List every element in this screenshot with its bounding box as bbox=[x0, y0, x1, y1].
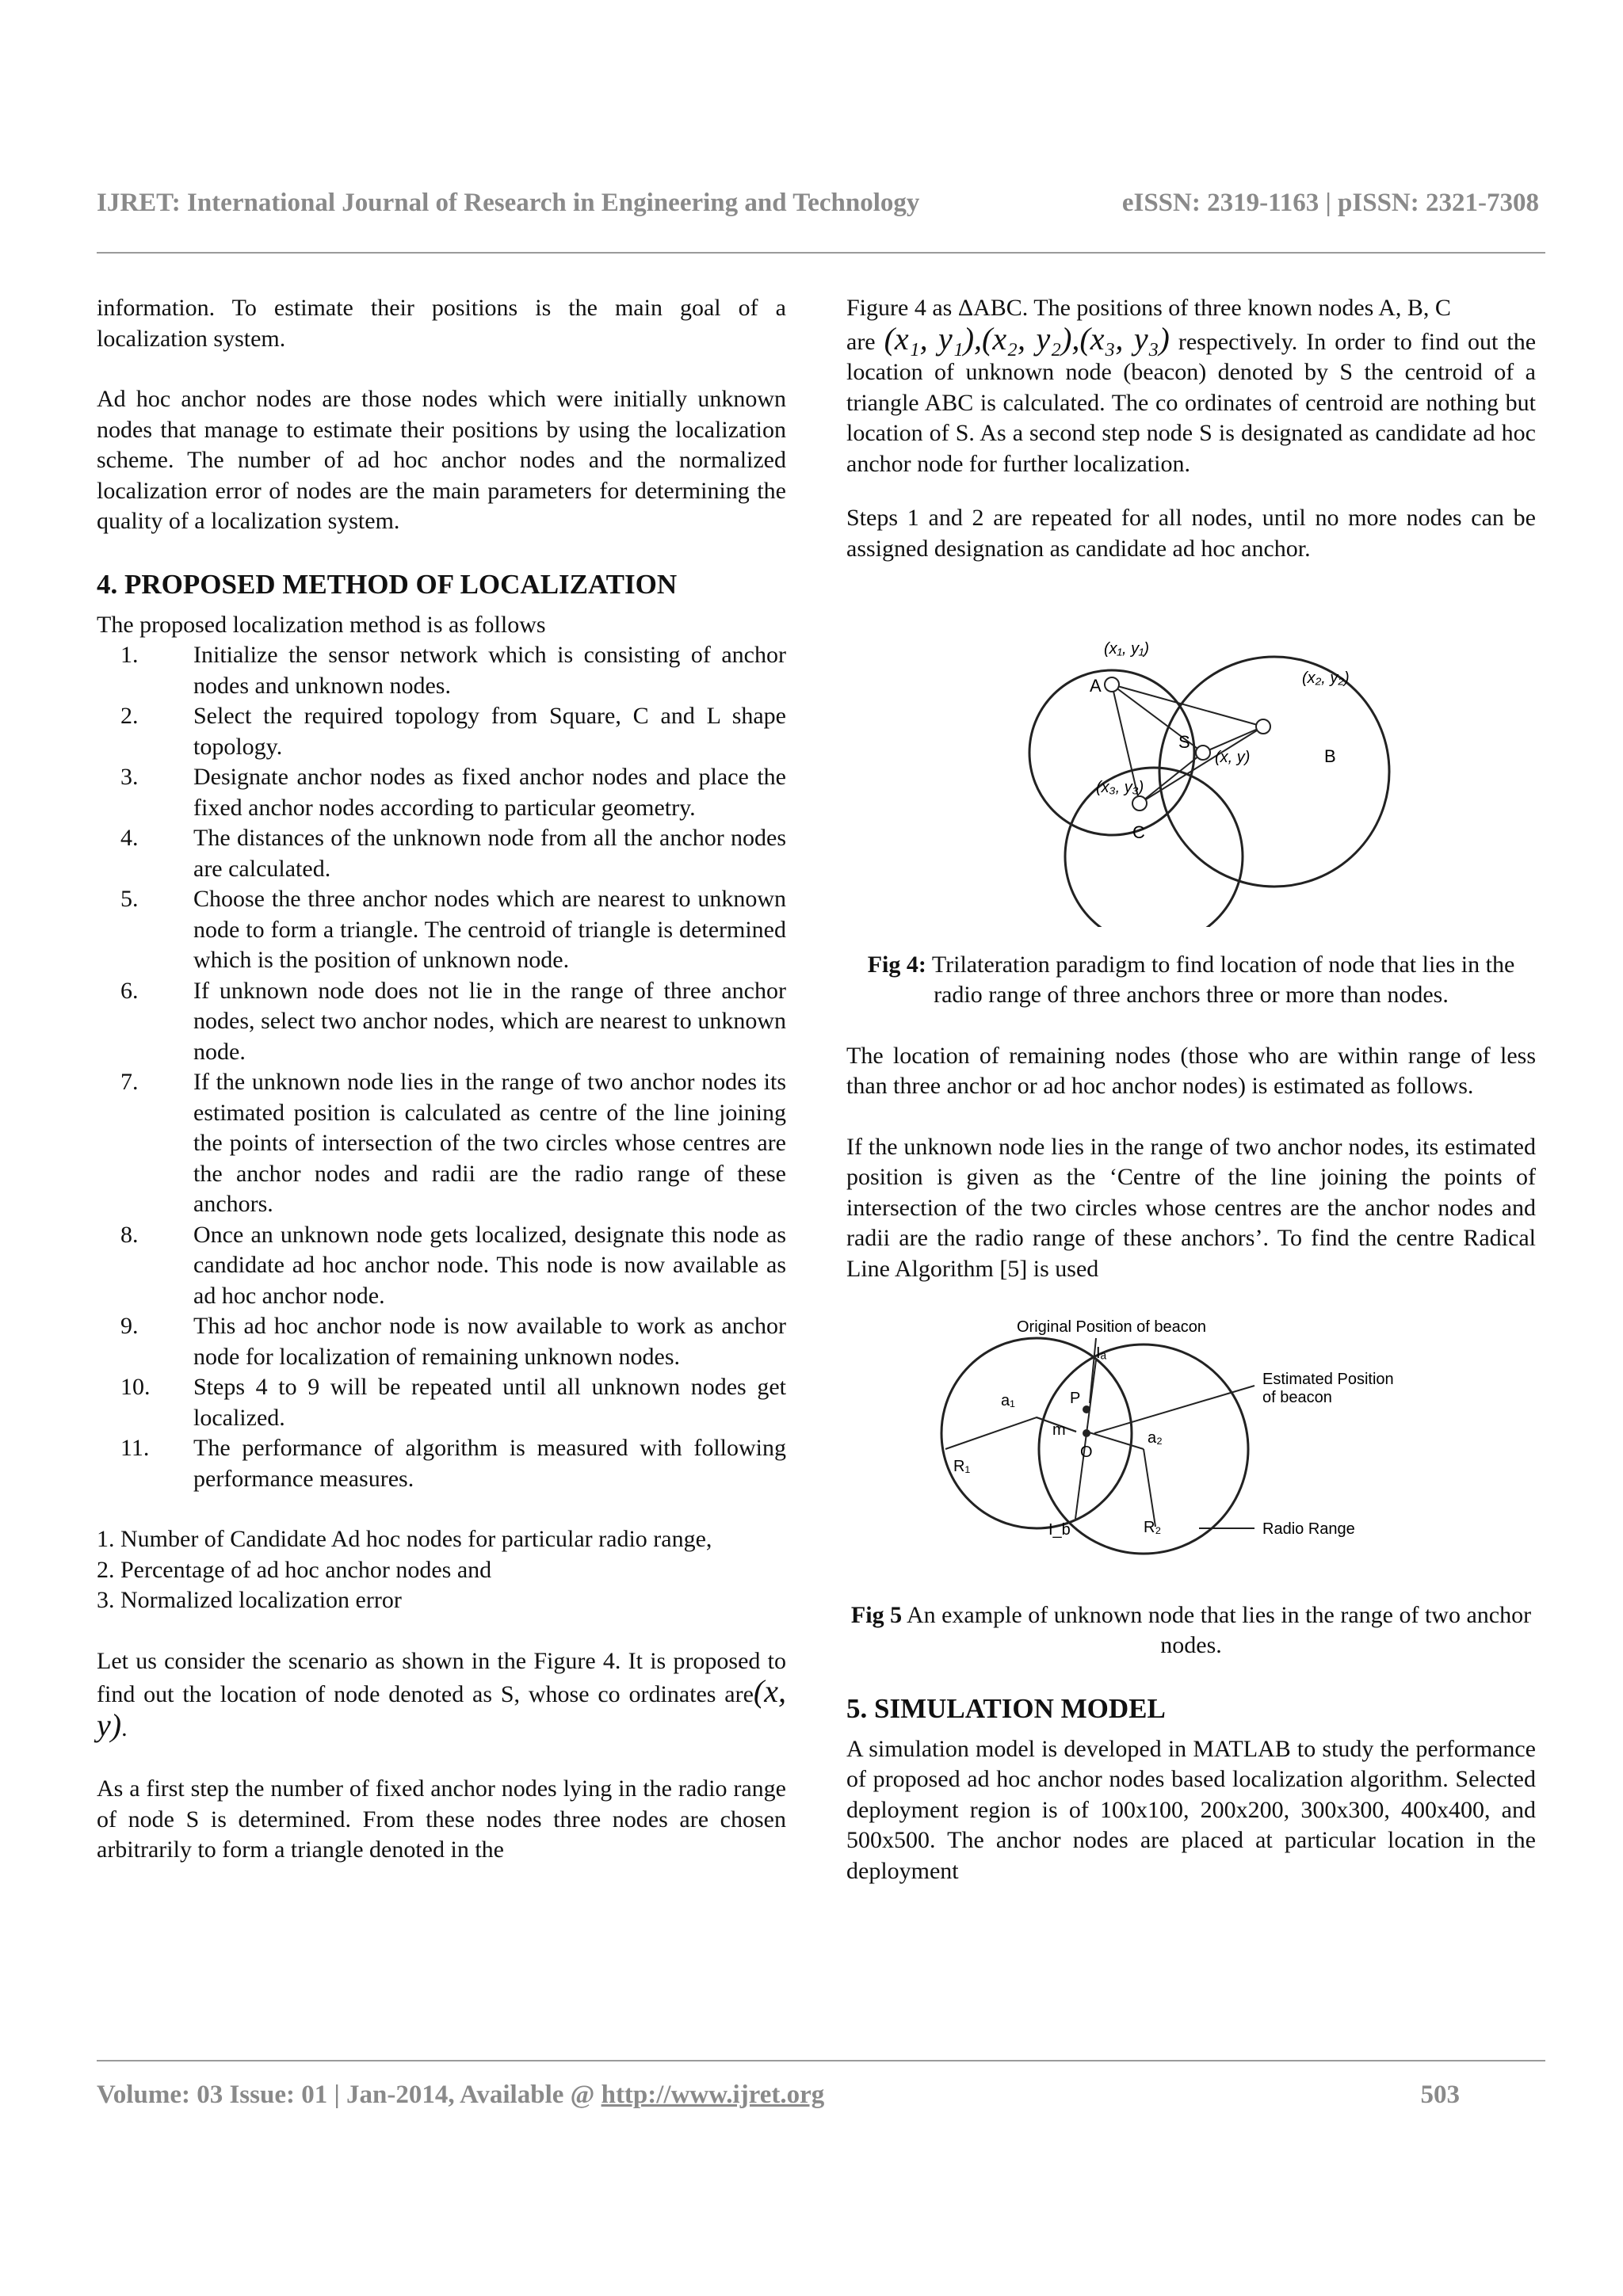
method-step bbox=[97, 1372, 786, 1433]
paragraph bbox=[846, 293, 1536, 479]
figure-5 bbox=[846, 1314, 1536, 1569]
label-r1: R₁ bbox=[953, 1458, 971, 1475]
paragraph-text: Figure 4 as ΔABC. The positions of three known nodes A, B, C bbox=[846, 295, 1451, 321]
step-text: Select the required topology from Square, C and L shape topology. bbox=[193, 703, 786, 760]
paragraph: The location of remaining nodes (those who are within range of less than three anchor or ad hoc anchor nodes) is estimated as follows. bbox=[846, 1042, 1536, 1099]
step-text: This ad hoc anchor node is now available to work as anchor node for localization of remaining unknown nodes. bbox=[193, 1313, 786, 1370]
step-number: 5. bbox=[120, 886, 139, 912]
node-s bbox=[1196, 746, 1210, 760]
step-text: Choose the three anchor nodes which are nearest to unknown node to form a triangle. The centroid of triangle is determined which is the position of unknown node. bbox=[193, 886, 786, 973]
step-number: 10. bbox=[120, 1374, 151, 1400]
label-estimated-2: of beacon bbox=[1262, 1389, 1332, 1406]
step-number: 11. bbox=[120, 1435, 150, 1461]
footer-volume-text: Volume: 03 Issue: 01 | Jan-2014, Available @ bbox=[97, 2081, 595, 2109]
method-step bbox=[97, 823, 786, 884]
label-a1: a₁ bbox=[1001, 1392, 1015, 1409]
paragraph-text: respectively. In order to find out the location of unknown node (beacon) denoted by S the centroid of a triangle ABC is calculated. The co ordinates of centroid are nothing but location of S. As a second step node S is designated as candidate ad hoc anchor node for further localization. bbox=[846, 328, 1537, 477]
label-radio-range: Radio Range bbox=[1262, 1520, 1355, 1538]
circle-anchor-1 bbox=[941, 1338, 1132, 1528]
section-heading: 5. SIMULATION MODEL bbox=[846, 1692, 1166, 1724]
method-step bbox=[97, 884, 786, 976]
label-a2: a₂ bbox=[1148, 1429, 1163, 1447]
step-text: The performance of algorithm is measured with following performance measures. bbox=[193, 1435, 786, 1492]
point-o bbox=[1083, 1429, 1090, 1437]
measure-item: 3. Normalized localization error bbox=[97, 1587, 402, 1613]
method-step bbox=[97, 1433, 786, 1494]
circle-b bbox=[1159, 657, 1389, 887]
step-number: 8. bbox=[120, 1221, 139, 1248]
method-step bbox=[97, 1067, 786, 1220]
node-b bbox=[1256, 719, 1270, 734]
step-text: Initialize the sensor network which is consisting of anchor nodes and unknown nodes. bbox=[193, 642, 786, 699]
footer-rule bbox=[97, 2060, 1545, 2061]
caption-label: Fig 4: bbox=[867, 951, 926, 978]
paragraph: Ad hoc anchor nodes are those nodes which were initially unknown nodes that manage to estimate their positions by using the localization scheme. The number of ad hoc anchor nodes and the normalized localization error of nodes are the main parameters for determining the quality of a localization system. bbox=[97, 386, 786, 534]
method-step bbox=[97, 976, 786, 1068]
figure-4 bbox=[846, 594, 1536, 936]
radical-line-diagram bbox=[882, 1314, 1500, 1560]
label-a-coord: (x₁, y₁) bbox=[1104, 640, 1150, 658]
paragraph-text: co ordinates are bbox=[598, 1681, 754, 1707]
label-original: Original Position of beacon bbox=[1017, 1318, 1207, 1336]
trilateration-diagram bbox=[914, 594, 1468, 927]
label-ia: Iₐ bbox=[1096, 1344, 1106, 1362]
measure-item: 1. Number of Candidate Ad hoc nodes for particular radio range, bbox=[97, 1526, 712, 1552]
caption-text: An example of unknown node that lies in the range of two anchor nodes. bbox=[906, 1601, 1532, 1658]
point-p bbox=[1083, 1405, 1090, 1413]
measure-item: 2. Percentage of ad hoc anchor nodes and bbox=[97, 1556, 492, 1583]
right-column bbox=[846, 293, 1536, 1917]
header-rule bbox=[97, 252, 1545, 254]
node-a bbox=[1105, 677, 1119, 692]
step-number: 9. bbox=[120, 1313, 139, 1339]
pointer-estimated bbox=[1094, 1386, 1254, 1433]
radius-r2 bbox=[1144, 1449, 1155, 1527]
step-text: If unknown node does not lie in the range of three anchor nodes, select two anchor nodes, which are nearest to unknown node. bbox=[193, 977, 786, 1065]
label-o: O bbox=[1080, 1444, 1093, 1461]
figure-4-caption bbox=[846, 950, 1536, 1011]
label-s: S bbox=[1178, 732, 1190, 752]
paragraph: As a first step the number of fixed anchor nodes lying in the radio range of node S is determined. From these nodes three nodes are chosen arbitrarily to form a triangle denoted in the bbox=[97, 1775, 786, 1863]
paragraph: Steps 1 and 2 are repeated for all nodes, until no more nodes can be assigned designation as candidate ad hoc anchor. bbox=[846, 505, 1536, 562]
label-b-coord: (x₂, y₂) bbox=[1302, 669, 1350, 687]
step-text: Designate anchor nodes as fixed anchor nodes and place the fixed anchor nodes according to particular geometry. bbox=[193, 764, 786, 821]
figure-5-caption bbox=[846, 1600, 1536, 1661]
radical-line bbox=[1075, 1360, 1096, 1519]
journal-title: IJRET: International Journal of Research in Engineering and Technology bbox=[97, 189, 920, 217]
paragraph: Let us consider the scenario as shown in the Figure 4. It is proposed to find out the location of node denoted as S, whose co ordinates are(x, y). bbox=[97, 1647, 786, 1743]
step-number: 1. bbox=[120, 642, 139, 668]
method-step bbox=[97, 640, 786, 701]
label-p: P bbox=[1070, 1390, 1081, 1407]
label-c: C bbox=[1132, 822, 1145, 842]
paragraph: information. To estimate their positions is the main goal of a localization system. bbox=[97, 295, 786, 352]
footer-volume bbox=[97, 2081, 824, 2110]
label-m: m bbox=[1052, 1421, 1066, 1439]
method-step bbox=[97, 1220, 786, 1312]
method-step bbox=[97, 701, 786, 762]
page-footer bbox=[97, 2081, 1460, 2110]
journal-link[interactable]: http://www.ijret.org bbox=[601, 2081, 825, 2109]
method-step bbox=[97, 762, 786, 823]
step-number: 4. bbox=[120, 825, 139, 851]
method-intro: The proposed localization method is as follows bbox=[97, 611, 546, 638]
node-c bbox=[1132, 796, 1147, 810]
label-ib: I_b bbox=[1048, 1521, 1071, 1539]
step-text: If the unknown node lies in the range of two anchor nodes its estimated position is calculated as centre of the line joining the points of intersection of the two circles whose centres are the anchor nodes and radii are the radio range of these anchors. bbox=[193, 1069, 786, 1217]
step-number: 7. bbox=[120, 1069, 139, 1095]
method-step bbox=[97, 1311, 786, 1372]
paragraph: A simulation model is developed in MATLAB to study the performance of proposed ad hoc anchor nodes based localization algorithm. Selected deployment region is of 100x100, 200x200, 300x300, 400x400, and 500x500. The anchor nodes are placed at particular location in the deployment bbox=[846, 1735, 1536, 1884]
method-steps bbox=[97, 640, 786, 1494]
paragraph: If the unknown node lies in the range of two anchor nodes, its estimated position is given as the ‘Centre of the line joining the points of intersection of the two circles whose centres are the anchor nodes and radii are the radio range of these anchors’. To find the centre Radical Line Algorithm [5] is used bbox=[846, 1133, 1536, 1282]
caption-label: Fig 5 bbox=[850, 1601, 903, 1628]
step-number: 2. bbox=[120, 703, 139, 729]
label-r2: R₂ bbox=[1144, 1519, 1162, 1536]
math-coords: (x₁, y₁),(x₂, y₂),(x₃, y₃) bbox=[884, 320, 1170, 357]
caption-text: Trilateration paradigm to find location of node that lies in the radio range of three anchors three or more than nodes. bbox=[931, 951, 1515, 1008]
label-c-coord: (x₃, y₃) bbox=[1096, 779, 1144, 796]
page-number: 503 bbox=[1420, 2081, 1460, 2109]
page-header bbox=[97, 189, 1539, 218]
paragraph-text: are bbox=[846, 328, 876, 355]
label-s-coord: (x, y) bbox=[1215, 749, 1251, 766]
math-xy: (x, y) bbox=[97, 1673, 786, 1743]
section-heading: 4. PROPOSED METHOD OF LOCALIZATION bbox=[97, 568, 678, 600]
step-text: Once an unknown node gets localized, designate this node as candidate ad hoc anchor node. This node is now available as ad hoc anchor node. bbox=[193, 1221, 786, 1309]
circle-a bbox=[1029, 670, 1194, 835]
paragraph-text: Let us consider the scenario as shown in the Figure 4. It is proposed to find out the location of node denoted as S, whose bbox=[97, 1647, 786, 1707]
left-column bbox=[97, 293, 786, 1896]
issn: eISSN: 2319-1163 | pISSN: 2321-7308 bbox=[1121, 189, 1539, 217]
label-a: A bbox=[1090, 676, 1102, 696]
step-text: Steps 4 to 9 will be repeated until all unknown nodes get localized. bbox=[193, 1374, 786, 1431]
step-number: 6. bbox=[120, 977, 139, 1004]
label-b: B bbox=[1324, 746, 1336, 766]
label-estimated-1: Estimated Position bbox=[1262, 1371, 1394, 1388]
step-number: 3. bbox=[120, 764, 139, 790]
line-o-a2 bbox=[1086, 1432, 1144, 1449]
step-text: The distances of the unknown node from all the anchor nodes are calculated. bbox=[193, 825, 786, 882]
performance-measures bbox=[97, 1524, 786, 1616]
